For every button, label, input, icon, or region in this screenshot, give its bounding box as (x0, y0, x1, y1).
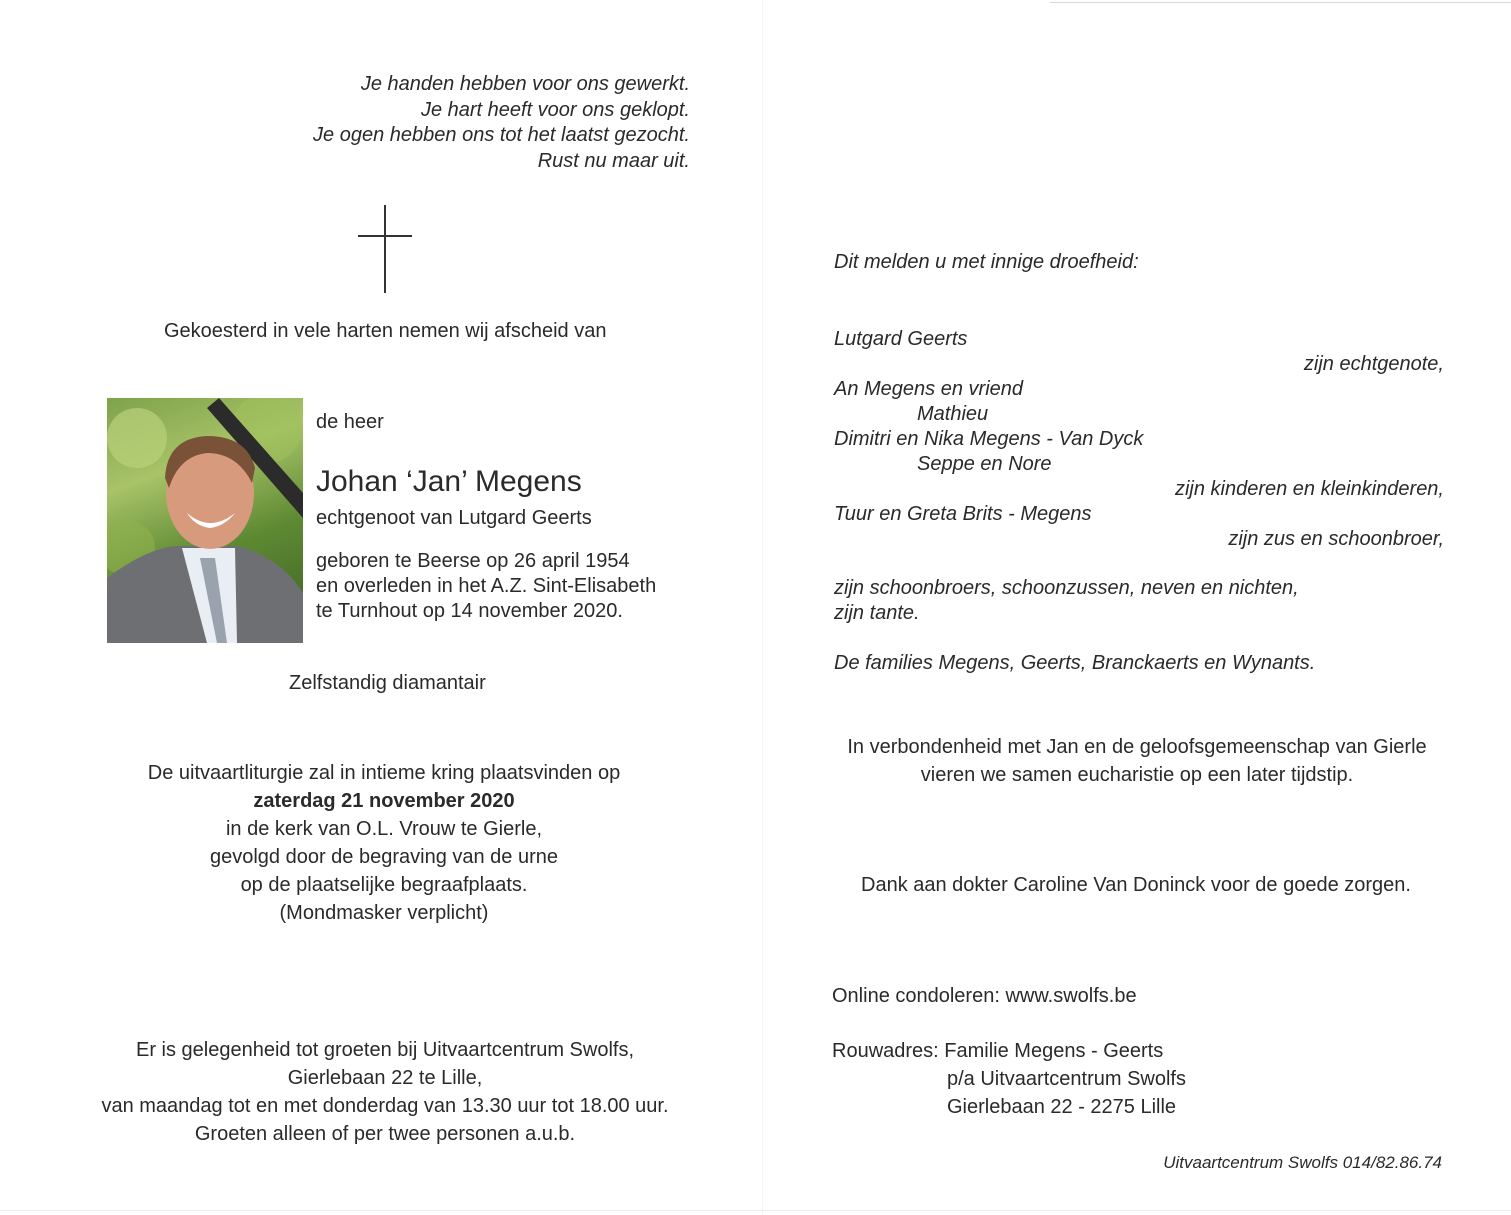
mourner-child2: Dimitri en Nika Megens - Van Dyck (834, 428, 1144, 450)
funeral-line: op de plaatselijke begraafplaats. (240, 874, 528, 896)
address-line: Gierlebaan 22 - 2275 Lille (947, 1096, 1177, 1118)
online-condolence: Online condoleren: www.swolfs.be (832, 985, 1137, 1007)
poem-line: Je ogen hebben ons tot het laatst gezocht. (313, 124, 690, 146)
address-line: p/a Uitvaartcentrum Swolfs (947, 1068, 1186, 1090)
visitation-line: Groeten alleen of per twee personen a.u.b. (194, 1123, 576, 1145)
profession: Zelfstandig diamantair (289, 672, 486, 694)
poem-line: Je handen hebben voor ons gewerkt. (360, 73, 690, 95)
community-line: In verbondenheid met Jan en de geloofsgemeenschap van Gierle (847, 736, 1427, 758)
card-fold (762, 0, 763, 1215)
funeral-line: De uitvaartliturgie zal in intieme kring plaatsvinden op (147, 762, 621, 784)
role-sibling: zijn zus en schoonbroer, (1228, 528, 1444, 550)
mourner-spouse: Lutgard Geerts (834, 328, 968, 350)
visitation-line: Er is gelegenheid tot groeten bij Uitvaartcentrum Swolfs, (135, 1039, 635, 1061)
portrait-photo (107, 398, 303, 643)
address-label: Rouwadres: Familie Megens - Geerts (832, 1040, 1164, 1062)
visitation-line: Gierlebaan 22 te Lille, (287, 1067, 483, 1089)
visitation-line: van maandag tot en met donderdag van 13.30 uur tot 18.00 uur. (101, 1095, 669, 1117)
mourner-child1-partner: Mathieu (917, 403, 989, 425)
spouse-line: echtgenoot van Lutgard Geerts (316, 507, 592, 529)
funeral-line: (Mondmasker verplicht) (279, 902, 489, 924)
community-line: vieren we samen eucharistie op een later tijdstip. (920, 764, 1354, 786)
funeral-date: zaterdag 21 november 2020 (253, 790, 515, 812)
role-spouse: zijn echtgenote, (1303, 353, 1444, 375)
deceased-name: Johan ‘Jan’ Megens (316, 465, 582, 498)
mourner-extended: zijn schoonbroers, schoonzussen, neven en nichten, (834, 577, 1299, 599)
funeral-block (84, 759, 684, 927)
death-place-line: te Turnhout op 14 november 2020. (316, 600, 623, 622)
funeral-line: in de kerk van O.L. Vrouw te Gierle, (225, 818, 543, 840)
mourner-aunt: zijn tante. (834, 602, 920, 624)
bottom-edge-line (0, 1210, 1511, 1211)
intro-text: Gekoesterd in vele harten nemen wij afscheid van (164, 320, 607, 342)
visitation-block (60, 1036, 710, 1148)
poem (240, 72, 690, 174)
mourner-grandchildren: Seppe en Nore (917, 453, 1052, 475)
top-edge-line (1050, 2, 1511, 3)
birth-death-block (316, 549, 656, 624)
title-prefix: de heer (316, 411, 384, 433)
mourner-sibling: Tuur en Greta Brits - Megens (834, 503, 1092, 525)
families-line: De families Megens, Geerts, Branckaerts en Wynants. (834, 652, 1316, 674)
poem-line: Rust nu maar uit. (537, 149, 690, 172)
poem-line: Je hart heeft voor ons geklopt. (420, 98, 690, 121)
mourner-child1: An Megens en vriend (834, 378, 1024, 400)
thanks-line: Dank aan dokter Caroline Van Doninck voor de goede zorgen. (861, 874, 1411, 896)
announce-text: Dit melden u met innige droefheid: (834, 251, 1139, 273)
community-block (822, 733, 1452, 789)
birth-line: geboren te Beerse op 26 april 1954 (316, 550, 630, 572)
role-children: zijn kinderen en kleinkinderen, (1174, 478, 1444, 500)
funeral-line: gevolgd door de begraving van de urne (209, 846, 559, 868)
footer-credit: Uitvaartcentrum Swolfs 014/82.86.74 (1163, 1153, 1442, 1172)
death-line: en overleden in het A.Z. Sint-Elisabeth (316, 575, 657, 597)
